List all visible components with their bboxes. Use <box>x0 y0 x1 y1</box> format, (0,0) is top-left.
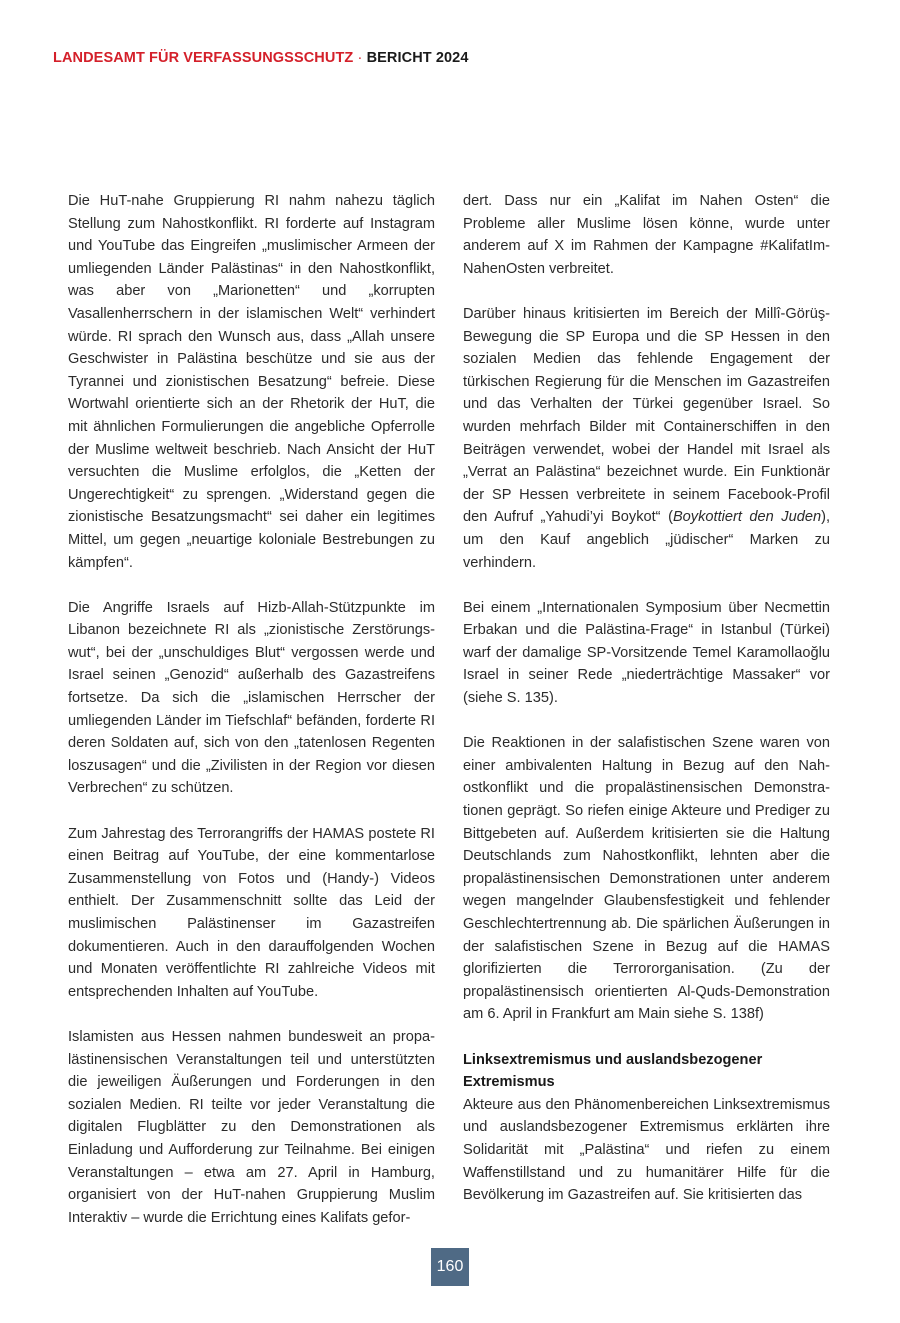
paragraph: Zum Jahrestag des Terrorangriffs der HAMAS postete RI einen Beitrag auf YouTube, der eine kommentarlose Zusammenstellung von Fotos und (Handy-) Videos enthielt. Der Zusammenschnitt sollte das Leid der muslimischen Palästinenser im Gazastreifen dokumentieren. Auch in den darauffolgenden Wochen und Monaten veröffentlichte RI zahlreiche Videos mit entsprechenden Inhalten auf YouTube. <box>68 825 435 1000</box>
header-report-title: BERICHT 2024 <box>366 50 469 66</box>
running-header <box>53 50 469 66</box>
paragraph: Bei einem „Internationalen Symposium über Necmettin Erbakan und die Palästina-Frage“ in Istanbul (Türkei) warf der damalige SP-Vorsitzende Temel Karamollaoğlu Israel in seiner Rede „niederträchtige Massaker“ vor (siehe S. 135). <box>463 599 830 707</box>
header-organization: LANDESAMT FÜR VERFASSUNGSSCHUTZ <box>53 50 354 66</box>
paragraph <box>463 303 830 574</box>
paragraph: Akteure aus den Phänomenbereichen Linksextremismus und auslandsbezogener Extremismus erklärten ihre Solidarität mit „Palästina“ und riefen zu einem Waffenstillstand und zu humanitärer Hilfe für die Bevölkerung im Gazastreifen auf. Sie kritisierten das <box>463 1096 830 1204</box>
paragraph: dert. Dass nur ein „Kalifat im Nahen Osten“ die Probleme aller Muslime lösen könne, wurde unter anderem auf X im Rahmen der Kampagne #KalifatImNahenOsten verbreitet. <box>463 193 830 277</box>
page-number: 160 <box>431 1248 469 1286</box>
paragraph-italic-translation: Boykottiert den Juden <box>672 509 822 526</box>
header-separator: · <box>357 50 363 66</box>
paragraph: Die Reaktionen in der salafistischen Szene waren von einer ambivalenten Haltung in Bezug auf den Nahostkonflikt und die propalästinensischen Demonstrationen geprägt. So riefen einige Akteure und Prediger zu Bittgebeten auf. Außerdem kritisierten sie die Haltung Deutschlands zum Nahostkonflikt, lehnten aber die propalästinensischen Demonstrationen unter anderem wegen mangelnder Glaubensfestigkeit und fehlender Geschlechtertrennung ab. Die spärlichen Äußerungen in der salafistischen Szene in Bezug auf die HAMAS glorifizierten die Terrororganisation. (Zu der propalästinensisch orientierten Al-Quds-Demonstration am 6. April in Frankfurt am Main siehe S. 138f) <box>463 735 830 1023</box>
paragraph: Die Angriffe Israels auf Hizb-Allah-Stützpunkte im Libanon bezeichnete RI als „zionistische Zerstörungswut“, bei der „unschuldiges Blut“ vergossen werde und Israel seinen „Genozid“ außerhalb des Gazastreifens fortsetze. Da sich die „islamischen Herrscher der umliegenden Länder im Tiefschlaf“ befänden, forderte RI deren Soldaten auf, sich von den „tatenlosen Regenten loszusagen“ und die „Zivilisten in der Region vor diesen Verbrechen“ zu schützen. <box>68 599 435 797</box>
left-column <box>68 190 435 1229</box>
section-heading: Linksextremismus und auslandsbezogener Extremismus <box>463 1051 763 1091</box>
paragraph-text: ), um den Kauf angeblich „jüdischer“ Marken zu verhindern. <box>463 509 830 571</box>
right-column <box>463 190 830 1207</box>
paragraph: Islamisten aus Hessen nahmen bundesweit an propalästinensischen Veranstaltungen teil und unterstützten die jeweiligen Äußerungen und Forderungen in den sozialen Medien. RI teilte vor jeder Veranstaltung die digitalen Flugblätter zu den Demonstrationen als Einladung und Aufforderung zur Teilnahme. Bei einigen Veranstaltungen – etwa am 27. April in Hamburg, organisiert von der HuT-nahen Gruppierung Muslim Interaktiv – wurde die Errichtung eines Kalifats gefor- <box>68 1028 435 1226</box>
paragraph-text: Darüber hinaus kritisierten im Bereich der Millî-Görüş-Bewegung die SP Europa und die SP Hessen in den sozialen Medien das fehlende Engagement der türkischen Regierung für die Menschen im Gazastreifen und das Verhalten der Türkei gegenüber Israel. So wurden mehrfach Bilder mit Containerschiffen in den Beiträgen verwendet, wobei der Handel mit Israel als „Verrat an Palästina“ bezeichnet wurde. Ein Funktionär der SP Hessen verbreitete in seinem Facebook-Profil den Aufruf „Yahudi’yi Boykot“ ( <box>463 305 830 526</box>
paragraph: Die HuT-nahe Gruppierung RI nahm nahezu täglich Stellung zum Nahostkonflikt. RI forderte auf Instagram und YouTube das Eingreifen „muslimischer Armeen der umliegenden Länder Palästinas“ in den Nahostkonflikt, was aber von „Marionetten“ und „korrupten Vasallenherrschern in der islamischen Welt“ verhindert würde. RI sprach den Wunsch aus, dass „Allah unsere Geschwister in Palästina beschütze und sie aus der Tyrannei und zionistischen Besatzung“ befreie. Diese Wortwahl orientierte sich an der Rhetorik der HuT, die mit ähnlichen Formulierungen die angebliche Opferrolle der Muslime weltweit beschrieb. Nach Ansicht der HuT versuchten die Muslime erfolglos, die „Ketten der Ungerechtigkeit“ zu sprengen. „Widerstand gegen die zionistische Besatzungsmacht“ sei daher ein legitimes Mittel, um gegen „neuartige koloniale Bestrebungen zu kämpfen“. <box>68 193 435 571</box>
